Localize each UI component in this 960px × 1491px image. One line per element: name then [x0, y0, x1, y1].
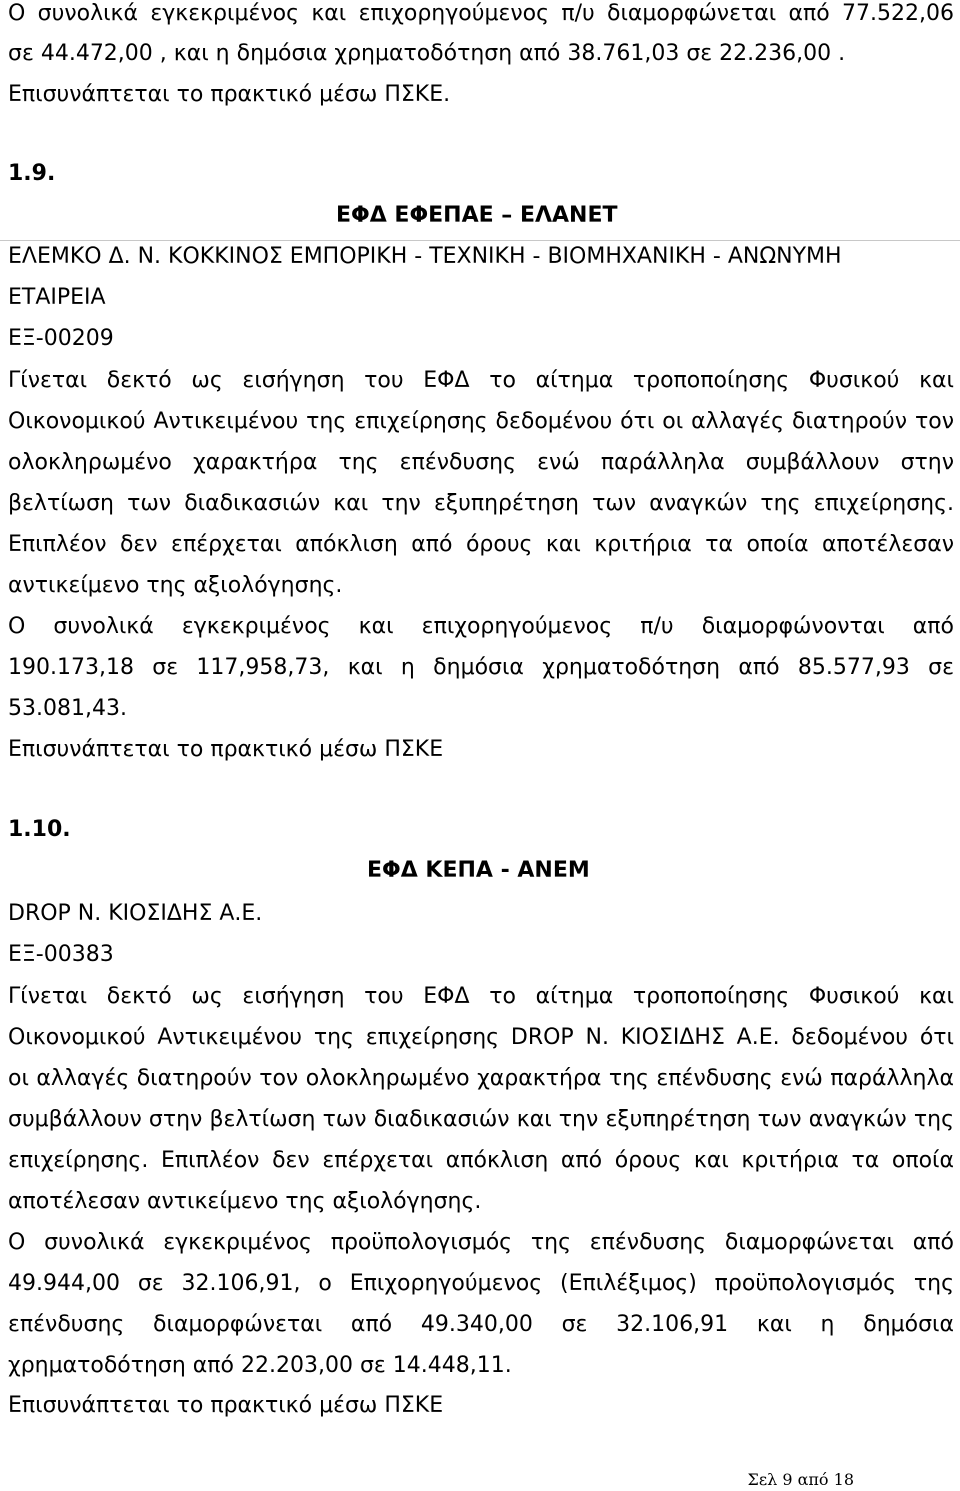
section-10-line-8: αποτέλεσαν αντικείμενο της αξιολόγησης. [8, 1189, 482, 1214]
section-10-title: ΕΦΔ ΚΕΠΑ - ΑΝΕΜ [367, 858, 590, 883]
section-9-line-1: ΕΛΕΜΚΟ Δ. Ν. ΚΟΚΚΙΝΟΣ ΕΜΠΟΡΙΚΗ - ΤΕΧΝΙΚΗ - ΒΙΟΜΗΧΑΝΙΚΗ - ΑΝΩΝΥΜΗ [8, 244, 842, 269]
section-10-line-10: 49.944,00 σε 32.106,91, ο Επιχορηγούμενος (Επιλέξιμος) προϋπολογισμός της [8, 1271, 954, 1296]
section-10-line-2: ΕΞ-00383 [8, 942, 114, 967]
section-10-line-6: συμβάλλουν στην βελτίωση των διαδικασιών και την εξυπηρέτηση των αναγκών της [8, 1107, 954, 1132]
section-10-line-5: οι αλλαγές διατηρούν τον ολοκληρωμένο χαρακτήρα της επένδυσης ενώ παράλληλα [8, 1066, 954, 1091]
section-9-line-8: Επιπλέον δεν επέρχεται απόκλιση από όρους και κριτήρια τα οποία αποτέλεσαν [8, 532, 954, 557]
section-9-line-10: Ο συνολικά εγκεκριμένος και επιχορηγούμενος π/υ διαμορφώνονται από [8, 614, 954, 639]
section-9-number: 1.9. [8, 161, 56, 186]
section-10-line-1: DROP Ν. ΚΙΟΣΙΔΗΣ Α.Ε. [8, 901, 263, 926]
section-10-line-4: Οικονομικού Αντικειμένου της επιχείρησης DROP Ν. ΚΙΟΣΙΔΗΣ Α.Ε. δεδομένου ότι [8, 1025, 954, 1050]
section-9-line-2: ΕΤΑΙΡΕΙΑ [8, 285, 106, 310]
section-10-line-9: Ο συνολικά εγκεκριμένος προϋπολογισμός της επένδυσης διαμορφώνεται από [8, 1230, 954, 1255]
section-10-line-13: Επισυνάπτεται το πρακτικό μέσω ΠΣΚΕ [8, 1393, 444, 1418]
section-9-line-12: 53.081,43. [8, 696, 127, 721]
section-9-line-13: Επισυνάπτεται το πρακτικό μέσω ΠΣΚΕ [8, 737, 444, 762]
section-10-line-12: χρηματοδότηση από 22.203,00 σε 14.448,11. [8, 1353, 512, 1378]
intro-line-2: σε 44.472,00 , και η δημόσια χρηματοδότηση από 38.761,03 σε 22.236,00 . [8, 41, 846, 66]
section-9-line-9: αντικείμενο της αξιολόγησης. [8, 573, 343, 598]
section-10-line-7: επιχείρησης. Επιπλέον δεν επέρχεται απόκλιση από όρους και κριτήρια τα οποία [8, 1148, 954, 1173]
intro-line-1: Ο συνολικά εγκεκριμένος και επιχορηγούμενος π/υ διαμορφώνεται από 77.522,06 [8, 1, 954, 26]
section-9-title: ΕΦΔ ΕΦΕΠΑΕ – ΕΛΑΝΕΤ [336, 203, 618, 228]
section-10-line-3: Γίνεται δεκτό ως εισήγηση του ΕΦΔ το αίτημα τροποποίησης Φυσικού και [8, 984, 954, 1009]
section-9-line-6: ολοκληρωμένο χαρακτήρα της επένδυσης ενώ παράλληλα συμβάλλουν στην [8, 450, 954, 475]
page-number: Σελ 9 από 18 [747, 1470, 854, 1489]
section-10-number: 1.10. [8, 817, 71, 842]
section-9-line-7: βελτίωση των διαδικασιών και την εξυπηρέτηση των αναγκών της επιχείρησης. [8, 491, 954, 516]
section-9-line-5: Οικονομικού Αντικειμένου της επιχείρησης δεδομένου ότι οι αλλαγές διατηρούν τον [8, 409, 954, 434]
section-9-line-4: Γίνεται δεκτό ως εισήγηση του ΕΦΔ το αίτημα τροποποίησης Φυσικού και [8, 368, 954, 393]
section-9-line-3: ΕΞ-00209 [8, 326, 114, 351]
section-10-line-11: επένδυσης διαμορφώνεται από 49.340,00 σε 32.106,91 και η δημόσια [8, 1312, 954, 1337]
intro-line-3: Επισυνάπτεται το πρακτικό μέσω ΠΣΚΕ. [8, 82, 451, 107]
section-9-line-11: 190.173,18 σε 117,958,73, και η δημόσια χρηματοδότηση από 85.577,93 σε [8, 655, 954, 680]
